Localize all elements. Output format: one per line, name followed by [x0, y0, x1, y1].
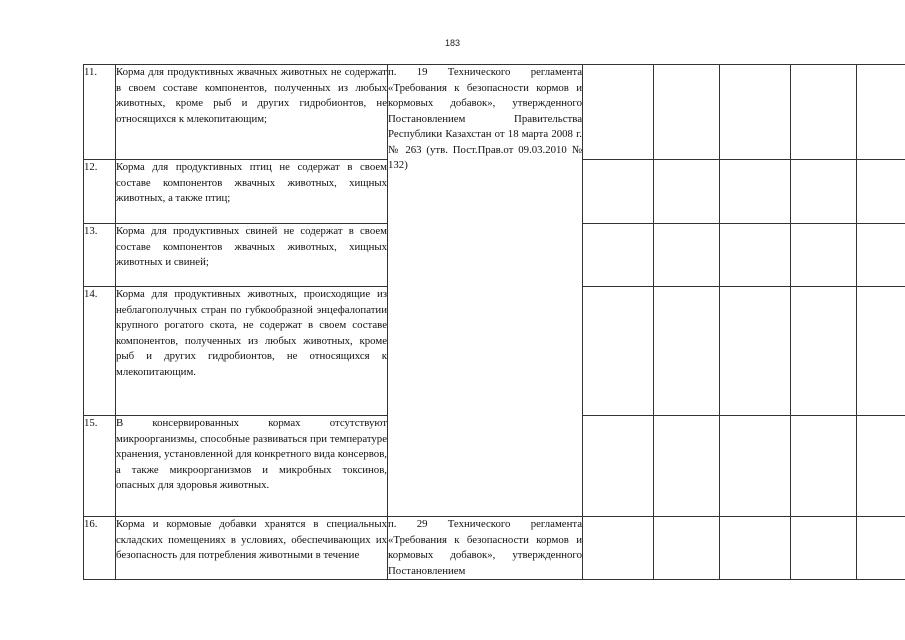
requirement-text: Корма для продуктивных свиней не содержат в своем составе компонентов жвачных животных, хищных животных и свиней; [116, 224, 388, 287]
page-number: 183 [444, 38, 461, 48]
requirement-text: Корма и кормовые добавки хранятся в специальных складских помещениях в условиях, обеспечивающих их безопасность для потребления животными в течение [116, 517, 388, 580]
empty-cell [583, 287, 654, 416]
empty-cell [720, 160, 791, 224]
empty-cell [857, 517, 905, 580]
empty-cell [720, 65, 791, 160]
empty-cell [583, 224, 654, 287]
empty-cell [654, 287, 720, 416]
row-number: 16. [84, 517, 116, 580]
empty-cell [654, 416, 720, 517]
table-row [84, 517, 905, 580]
empty-cell [791, 65, 857, 160]
empty-cell [720, 416, 791, 517]
empty-cell [583, 416, 654, 517]
requirements-table [83, 64, 905, 580]
empty-cell [654, 517, 720, 580]
empty-cell [857, 416, 905, 517]
empty-cell [583, 517, 654, 580]
empty-cell [791, 416, 857, 517]
empty-cell [791, 224, 857, 287]
empty-cell [857, 160, 905, 224]
regulation-reference: п. 29 Технического регламента «Требования к безопасности кормов и кормовых добавок», утвержденного Постановлением [388, 517, 583, 580]
empty-cell [583, 65, 654, 160]
row-number: 12. [84, 160, 116, 224]
empty-cell [720, 224, 791, 287]
empty-cell [791, 160, 857, 224]
requirement-text: Корма для продуктивных животных, происходящие из неблагополучных стран по губкообразной энцефалопатии крупного рогатого скота, не содержат в своем составе компонентов, полученных из любых животных, кроме рыб и других гидробионтов, не относящихся к млекопитающим. [116, 287, 388, 416]
row-number: 13. [84, 224, 116, 287]
empty-cell [583, 160, 654, 224]
empty-cell [720, 517, 791, 580]
empty-cell [720, 287, 791, 416]
empty-cell [857, 287, 905, 416]
empty-cell [857, 224, 905, 287]
empty-cell [654, 224, 720, 287]
empty-cell [857, 65, 905, 160]
requirement-text: Корма для продуктивных птиц не содержат в своем составе компонентов жвачных животных, хищных животных, а также птиц; [116, 160, 388, 224]
row-number: 15. [84, 416, 116, 517]
empty-cell [791, 517, 857, 580]
empty-cell [654, 160, 720, 224]
regulation-reference: п. 19 Технического регламента «Требования к безопасности кормов и кормовых добавок», утвержденного Постановлением Правительства Республики Казахстан от 18 марта 2008 г. № 263 (утв. Пост.Прав.от 09.03.2010 № 132) [388, 65, 583, 517]
row-number: 14. [84, 287, 116, 416]
requirement-text: Корма для продуктивных жвачных животных не содержат в своем составе компонентов, полученных из любых животных, кроме рыб и других гидробионтов, не относящихся к млекопитающим; [116, 65, 388, 160]
table-row [84, 65, 905, 160]
empty-cell [654, 65, 720, 160]
row-number: 11. [84, 65, 116, 160]
empty-cell [791, 287, 857, 416]
requirement-text: В консервированных кормах отсутствуют микроорганизмы, способные развиваться при температуре хранения, установленной для конкретного вида консервов, а также микроорганизмов и микробных токсинов, опасных для здоровья животных. [116, 416, 388, 517]
